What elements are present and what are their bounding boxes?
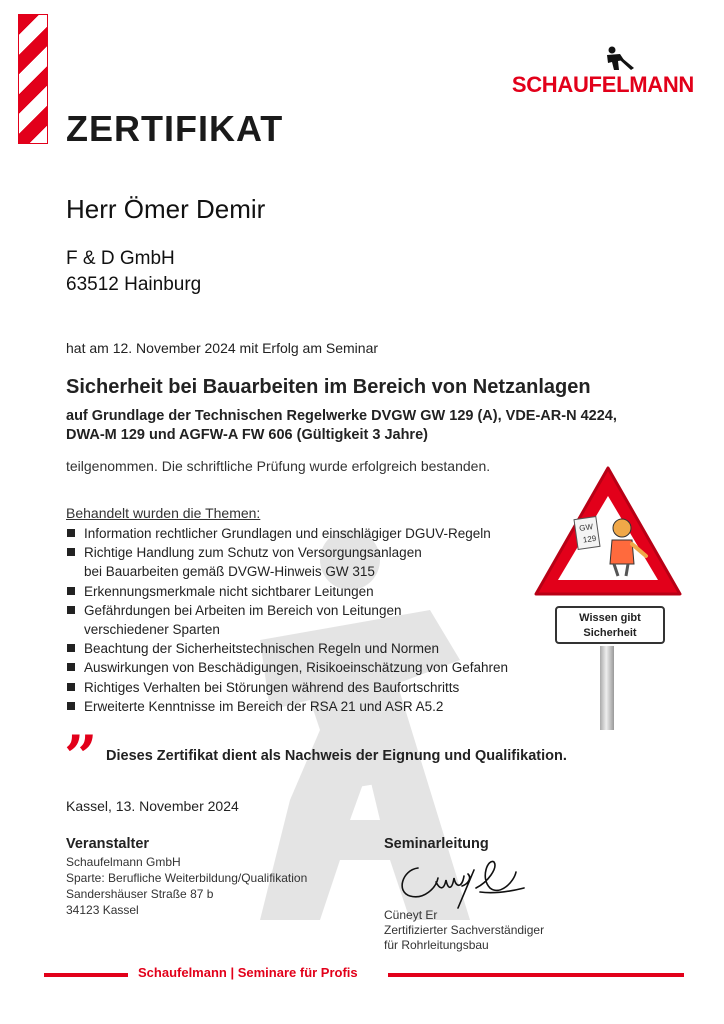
seminar-basis — [66, 407, 666, 445]
company-name: F & D GmbH — [66, 248, 175, 269]
sign-board — [555, 606, 665, 644]
footer-rule-right — [388, 973, 684, 977]
organizer-heading: Veranstalter — [66, 836, 150, 852]
topic-item: Information rechtlicher Grundlagen und einschlägiger DGUV-Regeln — [66, 524, 566, 543]
warning-stripe — [18, 14, 48, 144]
sign-board-line: Wissen gibt — [579, 612, 641, 624]
topic-item: Erkennungsmerkmale nicht sichtbarer Leitungen — [66, 582, 566, 601]
seminar-lead-info — [384, 908, 544, 953]
organizer-line: Sandershäuser Straße 87 b — [66, 887, 214, 901]
topics-heading: Behandelt wurden die Themen: — [66, 505, 261, 521]
certificate-statement: Dieses Zertifikat dient als Nachweis der Eignung und Qualifikation. — [106, 748, 567, 764]
topic-item: Gefährdungen bei Arbeiten im Bereich von Leitungen verschiedener Sparten — [66, 601, 566, 639]
topics-list — [66, 524, 566, 716]
organizer-line: 34123 Kassel — [66, 903, 139, 917]
sign-pole — [600, 646, 614, 730]
quote-icon: ” — [64, 723, 98, 791]
organizer-line: Schaufelmann GmbH — [66, 855, 181, 869]
seminar-lead-line: Cüneyt Er — [384, 908, 438, 922]
topic-item: Auswirkungen von Beschädigungen, Risikoeinschätzung von Gefahren — [66, 658, 566, 677]
warning-sign-icon — [530, 462, 686, 602]
organizer-line: Sparte: Berufliche Weiterbildung/Qualifikation — [66, 871, 308, 885]
seminar-lead-line: für Rohrleitungsbau — [384, 938, 489, 952]
place-date: Kassel, 13. November 2024 — [66, 798, 239, 814]
sign-board-line: Sicherheit — [583, 627, 637, 639]
topic-item: Erweiterte Kenntnisse im Bereich der RSA 21 und ASR A5.2 — [66, 697, 566, 716]
topic-item: Beachtung der Sicherheitstechnischen Regeln und Normen — [66, 639, 566, 658]
recipient-company — [66, 246, 201, 298]
company-logo — [512, 46, 694, 98]
seminar-title: Sicherheit bei Bauarbeiten im Bereich von Netzanlagen — [66, 376, 591, 398]
basis-line: auf Grundlage der Technischen Regelwerke DVGW GW 129 (A), VDE-AR-N 4224, — [66, 408, 617, 424]
seminar-lead-line: Zertifizierter Sachverständiger — [384, 923, 545, 937]
company-city: 63512 Hainburg — [66, 274, 202, 295]
signature — [384, 848, 534, 912]
seminar-lead-heading: Seminarleitung — [384, 836, 489, 852]
sign-paper-text: GW — [578, 522, 594, 533]
topic-item: Richtiges Verhalten bei Störungen während des Baufortschritts — [66, 678, 566, 697]
completed-text: teilgenommen. Die schriftliche Prüfung wurde erfolgreich bestanden. — [66, 458, 491, 474]
recipient-name: Herr Ömer Demir — [66, 194, 266, 224]
sign-paper-text: 129 — [582, 533, 597, 545]
certificate-title: ZERTIFIKAT — [66, 108, 284, 149]
digger-icon — [598, 46, 638, 72]
footer-text: Schaufelmann | Seminare für Profis — [138, 965, 358, 980]
intro-text: hat am 12. November 2024 mit Erfolg am Seminar — [66, 340, 379, 356]
footer-rule-left — [44, 973, 128, 977]
basis-line: DWA-M 129 und AGFW-A FW 606 (Gültigkeit 3 Jahre) — [66, 427, 428, 443]
logo-text: SCHAUFELMANN — [511, 72, 694, 97]
topic-item: Richtige Handlung zum Schutz von Versorgungsanlagen bei Bauarbeiten gemäß DVGW-Hinweis GW 315 — [66, 543, 566, 581]
organizer-address — [66, 854, 307, 918]
